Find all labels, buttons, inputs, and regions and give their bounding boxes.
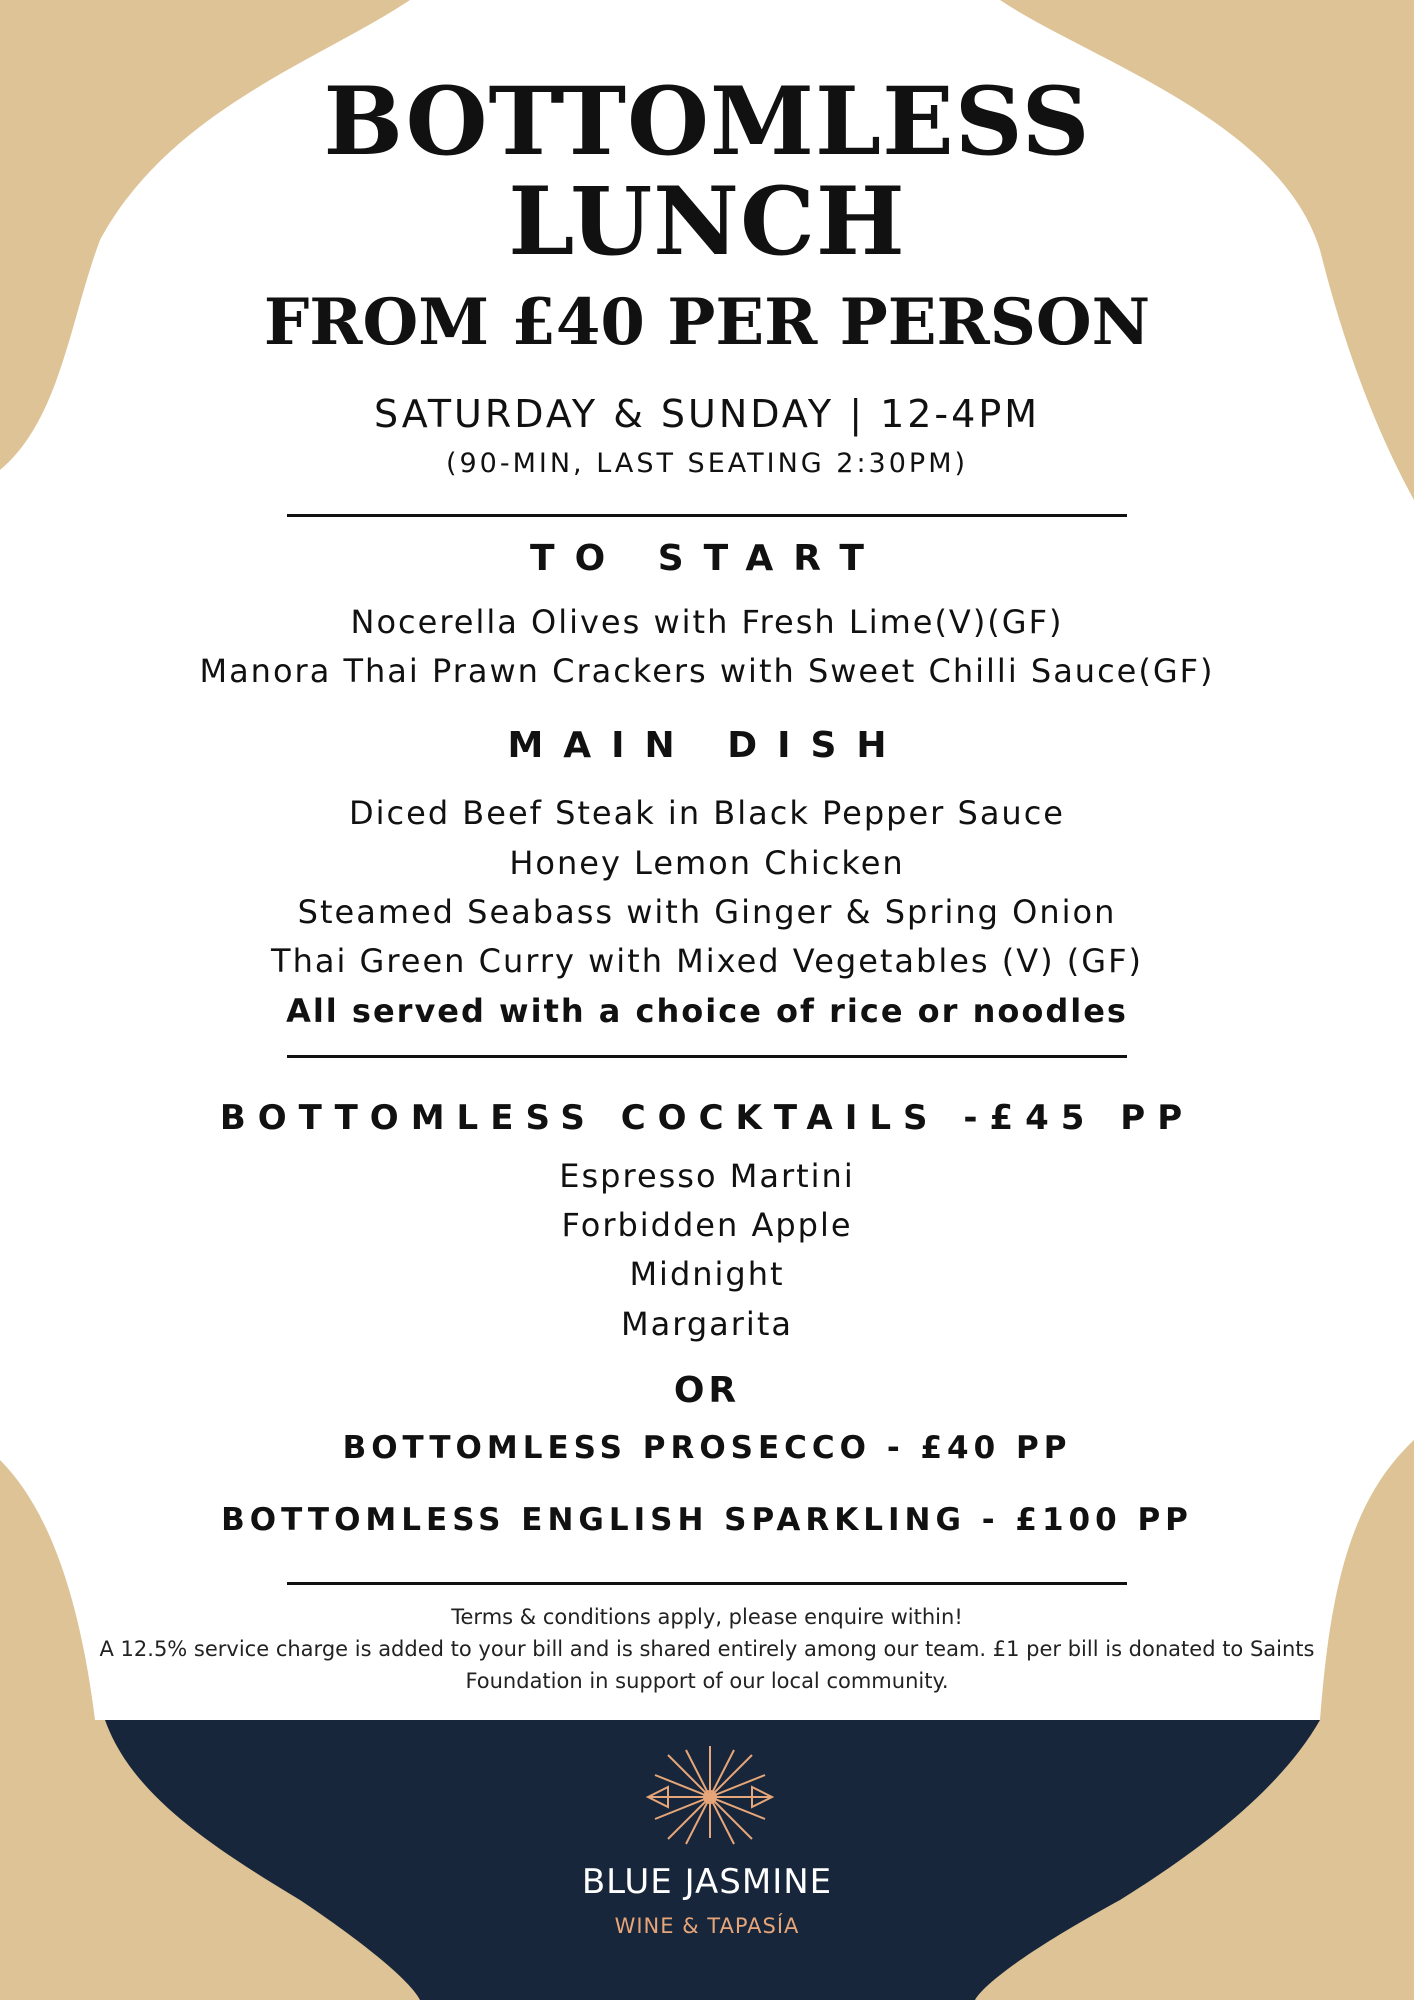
start-item: Manora Thai Prawn Crackers with Sweet Chilli Sauce(GF) bbox=[199, 652, 1215, 690]
brand-name: BLUE JASMINE bbox=[581, 1862, 833, 1902]
price-heading: FROM £40 PER PERSON bbox=[263, 285, 1151, 360]
cocktail-item: Espresso Martini bbox=[559, 1157, 855, 1195]
title-line-2: LUNCH bbox=[508, 167, 906, 277]
main-item: Diced Beef Steak in Black Pepper Sauce bbox=[349, 794, 1065, 832]
divider bbox=[287, 1582, 1127, 1585]
cocktail-item: Forbidden Apple bbox=[561, 1206, 853, 1244]
title-line-1: BOTTOMLESS bbox=[323, 67, 1091, 177]
main-item: Honey Lemon Chicken bbox=[509, 844, 905, 882]
divider bbox=[287, 1055, 1127, 1058]
cocktail-item: Margarita bbox=[621, 1305, 793, 1343]
seating-text: (90-MIN, LAST SEATING 2:30PM) bbox=[445, 448, 969, 479]
footer-band bbox=[105, 1720, 1320, 2000]
cocktails-heading: BOTTOMLESS COCKTAILS -£45 PP bbox=[219, 1098, 1195, 1138]
or-separator: OR bbox=[673, 1370, 741, 1411]
main-item: Thai Green Curry with Mixed Vegetables (V) (GF) bbox=[271, 942, 1143, 980]
section-heading-main: MAIN DISH bbox=[507, 725, 907, 766]
brand-tagline: WINE & TAPASÍA bbox=[614, 1914, 800, 1938]
cocktail-item: Midnight bbox=[629, 1255, 785, 1293]
prosecco-offer: BOTTOMLESS PROSECCO - £40 PP bbox=[342, 1430, 1072, 1466]
main-note: All served with a choice of rice or noodles bbox=[286, 992, 1128, 1030]
terms-line-3: Foundation in support of our local community. bbox=[465, 1669, 949, 1693]
schedule-text: SATURDAY & SUNDAY | 12-4PM bbox=[373, 392, 1041, 436]
sparkling-offer: BOTTOMLESS ENGLISH SPARKLING - £100 PP bbox=[221, 1502, 1193, 1538]
terms-line-2: A 12.5% service charge is added to your bill and is shared entirely among our team. £1 per bill is donated to Saints bbox=[99, 1637, 1315, 1661]
section-heading-start: TO START bbox=[530, 538, 884, 579]
main-item: Steamed Seabass with Ginger & Spring Onion bbox=[297, 893, 1117, 931]
start-item: Nocerella Olives with Fresh Lime(V)(GF) bbox=[350, 603, 1064, 641]
divider bbox=[287, 514, 1127, 517]
terms-line-1: Terms & conditions apply, please enquire within! bbox=[451, 1605, 963, 1629]
